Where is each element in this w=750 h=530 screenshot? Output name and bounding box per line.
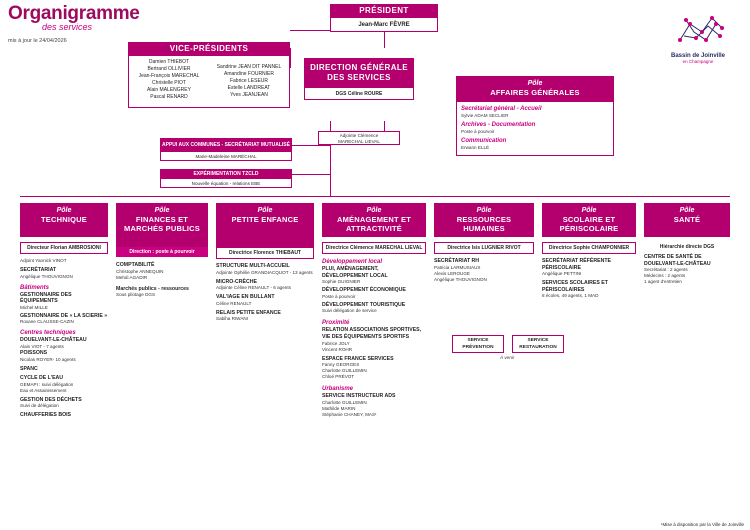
item: CYCLE DE L'EAU [20,375,64,382]
item: Patricia LARMUSIAUX [434,264,481,270]
item: Chloé PRÉVOT [322,374,355,380]
pole-items [322,258,426,418]
vp-name: Bertrand OLLIVIER [147,66,191,72]
connector [20,196,730,197]
item: SECRÉTARIAT RH [434,258,480,264]
president-title: PRÉSIDENT [359,6,409,15]
item: Alexis LEROUGE [434,270,470,276]
dgs-header [304,58,414,88]
item-head: Bâtiments [20,284,50,291]
item: DÉVELOPPEMENT ÉCONOMIQUE [322,287,406,294]
pole-name: SCOLAIRE ET PÉRISCOLAIRE [559,215,619,233]
pole-director: Directrice Clémence MARECHAL LIEVAL [322,242,426,254]
item: ESPACE FRANCE SERVICES [322,355,394,362]
item: Nicolas ROYER- 10 agents [20,356,76,362]
pole-header [20,203,108,237]
vp-name: Christelle PIOT [152,80,186,86]
pole-finances [116,203,208,298]
pole-director: Hiérarchie directe DGS [644,242,730,252]
item: Stéphanie CHANEY, MAS¹ [322,411,377,417]
connector [330,121,331,181]
logo-icon [650,6,746,52]
pole-technique [20,203,108,419]
pole-ressources-humaines [434,203,534,283]
item: GESTION DES DÉCHETS [20,396,82,403]
logo [650,6,746,64]
item: Adjointe Ophélie GRANDIACQUOT - 13 agents [216,269,313,275]
item: MICRO-CRÈCHE [216,278,257,285]
pole-items [434,258,534,283]
vp-column-2 [209,56,289,107]
pole-header [322,203,426,237]
item: Charlotte GUILLEMIN [322,368,367,374]
vice-presidents-header [128,42,290,56]
item: 1 agent d'entretien [644,279,682,285]
vice-presidents-names [128,56,290,108]
item: POISSONS [20,349,48,356]
item: DOUELVANT-LE-CHÂTEAU [20,337,87,344]
logo-region: en Champagne [682,59,714,64]
group-head: Secrétariat général - Accueil [461,106,542,112]
item: VAL'IAGE EN BULLANT [216,294,275,301]
title-updated: mis à jour le 24/04/2026 [8,38,67,44]
vice-presidents-box [128,42,290,108]
item: RELAIS PETITE ENFANCE [216,309,281,316]
pole-name: TECHNIQUE [41,215,87,224]
vp-name: Amandine FOURNIER [223,71,274,77]
pole-scolaire [542,203,636,299]
item: Poste à pourvoir [322,293,356,299]
item: Alain VIOT - 7 agents [20,343,64,349]
pole-header [644,203,730,237]
vp-name: Jean-François MARECHAL [138,73,200,79]
pole-amenagement [322,203,426,418]
item: Secrétariat : 2 agents [644,267,688,273]
item: Christophe ANNEQUIN [116,268,164,274]
vp-name: Damien THIEBOT [148,59,190,65]
appui-header [160,138,292,152]
dgs-assistant-line2: MARECHAL LIEVAL [338,139,380,144]
item: Sous pilotage DGS [116,292,156,298]
pole-header [434,203,534,237]
pole-kicker: Pôle [56,207,72,214]
footnote: ¹Mise à disposition par la Ville de Joinville [661,522,744,527]
group-head: Communication [461,138,507,144]
pole-header [116,203,208,247]
rh-sub-prevention [452,335,504,353]
item: Mathilde MARIN [322,405,356,411]
item: Roxane CLAUSSE-CAZIN [20,319,74,325]
item: GESTIONNAIRE DES ÉQUIPEMENTS [20,291,72,305]
dgs-assistant-line1: Adjointe Clémence [339,133,379,138]
item: Marchés publics - ressources [116,285,189,292]
item: Vincent ROHR [322,346,353,352]
sub-box-title: SERVICE PRÉVENTION [462,338,494,350]
title-main: Organigramme [8,3,140,24]
pole-petite-enfance [216,203,314,322]
pole-name: AMÉNAGEMENT ET ATTRACTIVITÉ [336,215,412,233]
pole-affaires-generales [456,76,614,156]
connector [330,181,331,197]
dgs-box [304,58,414,100]
connector [384,121,385,131]
item-head: Développement local [322,259,383,265]
item-head: Proximité [322,320,350,327]
pole-items [116,262,208,298]
pole-name: PETITE ENFANCE [231,215,299,224]
pole-header [542,203,636,237]
item-head: Urbanisme [322,386,354,393]
rh-sub-note [500,355,540,361]
pole-name: AFFAIRES GÉNÉRALES [490,88,580,97]
dgs-title: DIRECTION GÉNÉRALE DES SERVICES [310,63,408,82]
item: SECRÉTARIAT [20,267,57,273]
pole-items [216,263,314,322]
logo-name: Bassin de Joinville [670,53,726,59]
pole-director: Directeur Florian AMBROSIONI [20,242,108,254]
item: GESTIONNAIRE DE « LA SCIERIE » [20,312,108,319]
group-line: Poste à pourvoir [461,129,495,134]
item: CENTRE DE SANTÉ DE DOUELVANT-LE-CHÂTEAU [644,254,711,267]
vp-name: Yves JEANJEAN [230,92,268,98]
appui-box [160,138,292,161]
item: Angélique THOUVIGNON [434,276,487,282]
president-name: Jean-Marc FÈVRE [330,18,438,32]
item: Charlotte GUILLEMIN [322,399,367,405]
vice-presidents-title: VICE-PRÉSIDENTS [169,44,249,53]
pole-kicker: Pôle [476,207,492,214]
item: SPANC [20,365,38,372]
item: RELATION ASSOCIATIONS SPORTIVES, VIE DES ÉQUIPEMENTS SPORTIFS [322,327,422,340]
item: Suivi de délégation [20,403,59,409]
appui-title: APPUI AUX COMMUNES - SECRÉTARIAT MUTUALISÉ [162,142,290,148]
vp-name: Sandrine JEAN DIT PANNEL [216,64,282,70]
item: PLUI, AMÉNAGEMENT, DÉVELOPPEMENT LOCAL [322,266,388,279]
connector [384,30,385,48]
group-line: Sylvie ADAM SECLIER [461,113,509,118]
appui-name: Marie-Madeleine MARÉCHAL [160,152,292,161]
item: SERVICE INSTRUCTEUR ADS [322,393,396,400]
item: Angélique PETTINI [542,271,582,277]
president-box [330,4,438,32]
pole-kicker: Pôle [257,207,273,214]
pole-name: RESSOURCES HUMAINES [456,215,512,233]
vp-column-1 [129,56,209,107]
item: Sabiha RIWANI [216,316,248,322]
dgs-director: DGS Céline ROURE [304,88,414,100]
pole-kicker: Pôle [527,80,543,87]
vp-name: Alain MALENGREY [147,87,191,93]
pole-sante [644,203,730,285]
item: Adjointe Céline RENAULT - 6 agents [216,285,291,291]
item: Adjoint Yannick VINOT [20,258,67,263]
vp-name: Estelle LANDREAT [227,85,271,91]
president-header [330,4,438,18]
item: Angélique THOUVIGNON [20,273,73,279]
logo-text [650,53,746,64]
pole-director: Direction : poste à pourvoir [116,247,208,257]
pole-body [456,102,614,156]
group-line: Erwann ELLÉ [461,145,490,150]
group-head: Archives - Documentation [461,122,536,128]
pole-items [20,258,108,419]
item: Médecins : 2 agents [644,273,686,279]
item: GEMAPI : suivi délégation [20,381,74,387]
item: Fabrice JOLY [322,340,350,346]
pole-kicker: Pôle [366,207,382,214]
tzcld-name: Nouvelle équation - relations EBE [160,179,292,188]
page-title [8,4,140,44]
pole-header [456,76,614,102]
pole-items [644,254,730,285]
pole-director: Directrice Isis LUGNIER RIVOT [434,242,534,254]
item: 8 écoles, 49 agents, 1 MAD [542,293,599,299]
sub-box-note: À venir [500,355,515,360]
item: Eau et Assainissement [20,387,67,393]
connector [290,48,291,68]
tzcld-box [160,169,292,188]
tzcld-header [160,169,292,179]
dgs-assistant-box [318,131,400,145]
pole-header [216,203,314,247]
pole-director: Directrice Florence THIEBAUT [216,247,314,259]
item: Suivi délégation de service [322,308,377,314]
pole-name: FINANCES ET MARCHÉS PUBLICS [124,215,200,233]
pole-director: Directrice Sophie CHAMPONNIER [542,242,636,254]
item-head: Centres techniques [20,330,76,337]
title-sub: des services [42,22,93,32]
tzcld-title: EXPÉRIMENTATION TZCLD [193,171,259,177]
item: COMPTABILITÉ [116,262,155,268]
pole-kicker: Pôle [581,207,597,214]
item: Fanny GEORGES [322,362,360,368]
rh-sub-restauration [512,335,564,353]
vp-name: Pascal RENARD [150,94,188,100]
sub-box-title: SERVICE RESTAURATION [519,338,557,350]
item: Sophie GUIGNIER [322,279,361,285]
item: SERVICES SCOLAIRES ET PÉRISCOLAIRES [542,280,608,293]
pole-kicker: Pôle [679,207,695,214]
pole-name: SANTÉ [673,215,701,224]
item: CHAUFFERIES BOIS [20,412,72,419]
item: STRUCTURE MULTI-ACCUEIL [216,263,290,269]
pole-kicker: Pôle [154,207,170,214]
item: SECRÉTARIAT RÉFÉRENTE PÉRISCOLAIRE [542,258,611,271]
item: Michel MILLE [20,304,48,310]
pole-items [542,258,636,299]
item: Mehdi AGADIR [116,274,148,280]
vp-name: Fabrice LESEUR [229,78,269,84]
item: Céline RENAULT [216,300,252,306]
item: DÉVELOPPEMENT TOURISTIQUE [322,301,406,308]
